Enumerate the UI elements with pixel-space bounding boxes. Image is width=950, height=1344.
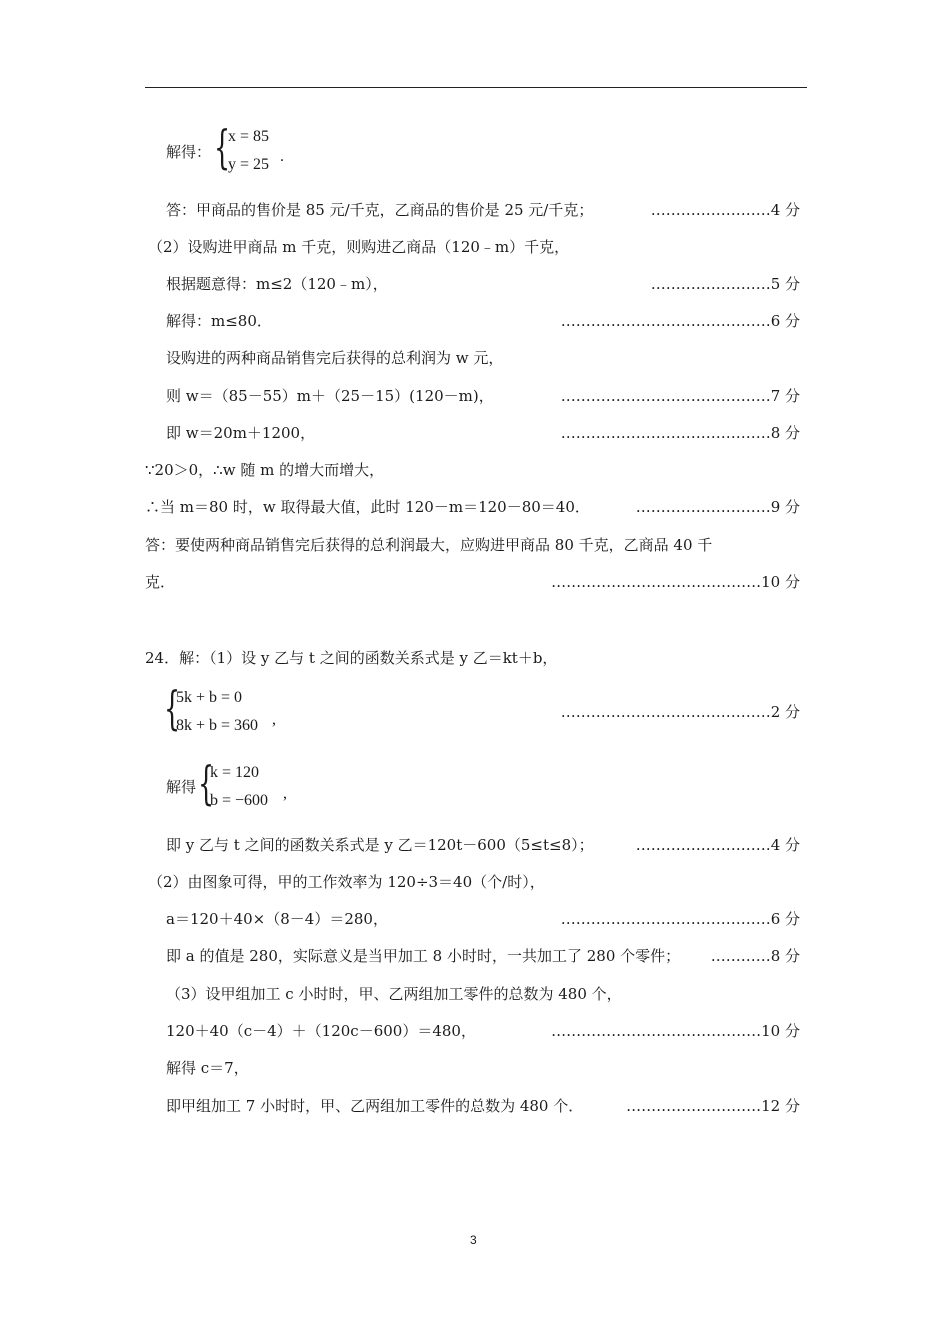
comma-2: , [272, 711, 276, 728]
score-4: ……………………4 分 [650, 201, 800, 219]
header-rule [145, 87, 807, 88]
score-q24-10: ……………………………………10 分 [551, 1022, 800, 1040]
profit-setup: 设购进的两种商品销售完后获得的总利润为 w 元， [166, 349, 504, 367]
score-5: ……………………5 分 [650, 275, 800, 293]
period-1: . [280, 148, 284, 165]
score-7: ……………………………………7 分 [560, 387, 800, 405]
part3-setup: （3）设甲组加工 c 小时时，甲、乙两组加工零件的总数为 480 个， [166, 985, 622, 1003]
score-q24-2: ……………………………………2 分 [560, 703, 800, 721]
brace-2: { [164, 681, 181, 735]
score-8: ……………………………………8 分 [560, 424, 800, 442]
inequality: 根据题意得：m≤2（120﹣m）， [166, 275, 388, 293]
equation-k: k = 120 [210, 764, 260, 781]
brace-1: { [214, 120, 231, 174]
answer-prices: 答：甲商品的售价是 85 元/千克，乙商品的售价是 25 元/千克； [166, 201, 594, 219]
max-value: ∴当 m＝80 时，w 取得最大值，此时 120－m＝120－80＝40． [145, 498, 590, 516]
comma-3: , [283, 785, 287, 802]
inequality-solution: 解得：m≤80． [166, 312, 272, 330]
profit-expression: 则 w＝（85－55）m＋（25－15）(120－m)， [166, 387, 494, 405]
part3-solution: 解得 c＝7， [166, 1059, 249, 1077]
score-q24-8: …………8 分 [710, 947, 800, 965]
equation-b: b = −600 [210, 792, 269, 809]
equation-8k: 8k + b = 360 [176, 717, 259, 734]
score-q24-6: ……………………………………6 分 [560, 910, 800, 928]
equation-y: y = 25 [228, 156, 270, 173]
monotonic-reason: ∵20＞0，∴w 随 m 的增大而增大， [145, 461, 385, 479]
answer-max-profit-end: 克． [145, 573, 176, 591]
answer-max-profit: 答：要使两种商品销售完后获得的总利润最大，应购进甲商品 80 千克，乙商品 40 千 [145, 536, 713, 554]
equation-x: x = 85 [228, 128, 270, 145]
a-meaning: 即 a 的值是 280，实际意义是当甲加工 8 小时时，一共加工了 280 个零件； [166, 947, 681, 965]
score-6: ……………………………………6 分 [560, 312, 800, 330]
q24-setup: 24．解：（1）设 y 乙与 t 之间的函数关系式是 y 乙＝kt＋b， [145, 649, 558, 667]
part3-equation: 120＋40（c－4）＋（120c－600）＝480， [166, 1022, 476, 1040]
score-q24-12: ………………………12 分 [626, 1097, 800, 1115]
score-9: ………………………9 分 [635, 498, 800, 516]
score-10: ……………………………………10 分 [551, 573, 800, 591]
equation-5k: 5k + b = 0 [176, 689, 243, 706]
page-number: 3 [470, 1233, 477, 1247]
solve-label-3: 解得 [166, 778, 197, 796]
part2-efficiency: （2）由图象可得，甲的工作效率为 120÷3＝40（个/时）， [148, 873, 545, 891]
function-result: 即 y 乙与 t 之间的函数关系式是 y 乙＝120t－600（5≤t≤8）； [166, 836, 594, 854]
part2-setup: （2）设购进甲商品 m 千克，则购进乙商品（120﹣m）千克， [148, 238, 570, 256]
part3-answer: 即甲组加工 7 小时时，甲、乙两组加工零件的总数为 480 个． [166, 1097, 584, 1115]
brace-3: { [198, 756, 215, 810]
solve-label-1: 解得： [166, 143, 212, 161]
a-value: a＝120＋40×（8－4）＝280， [166, 910, 388, 928]
profit-simplified: 即 w＝20m＋1200， [166, 424, 316, 442]
score-q24-4: ………………………4 分 [635, 836, 800, 854]
